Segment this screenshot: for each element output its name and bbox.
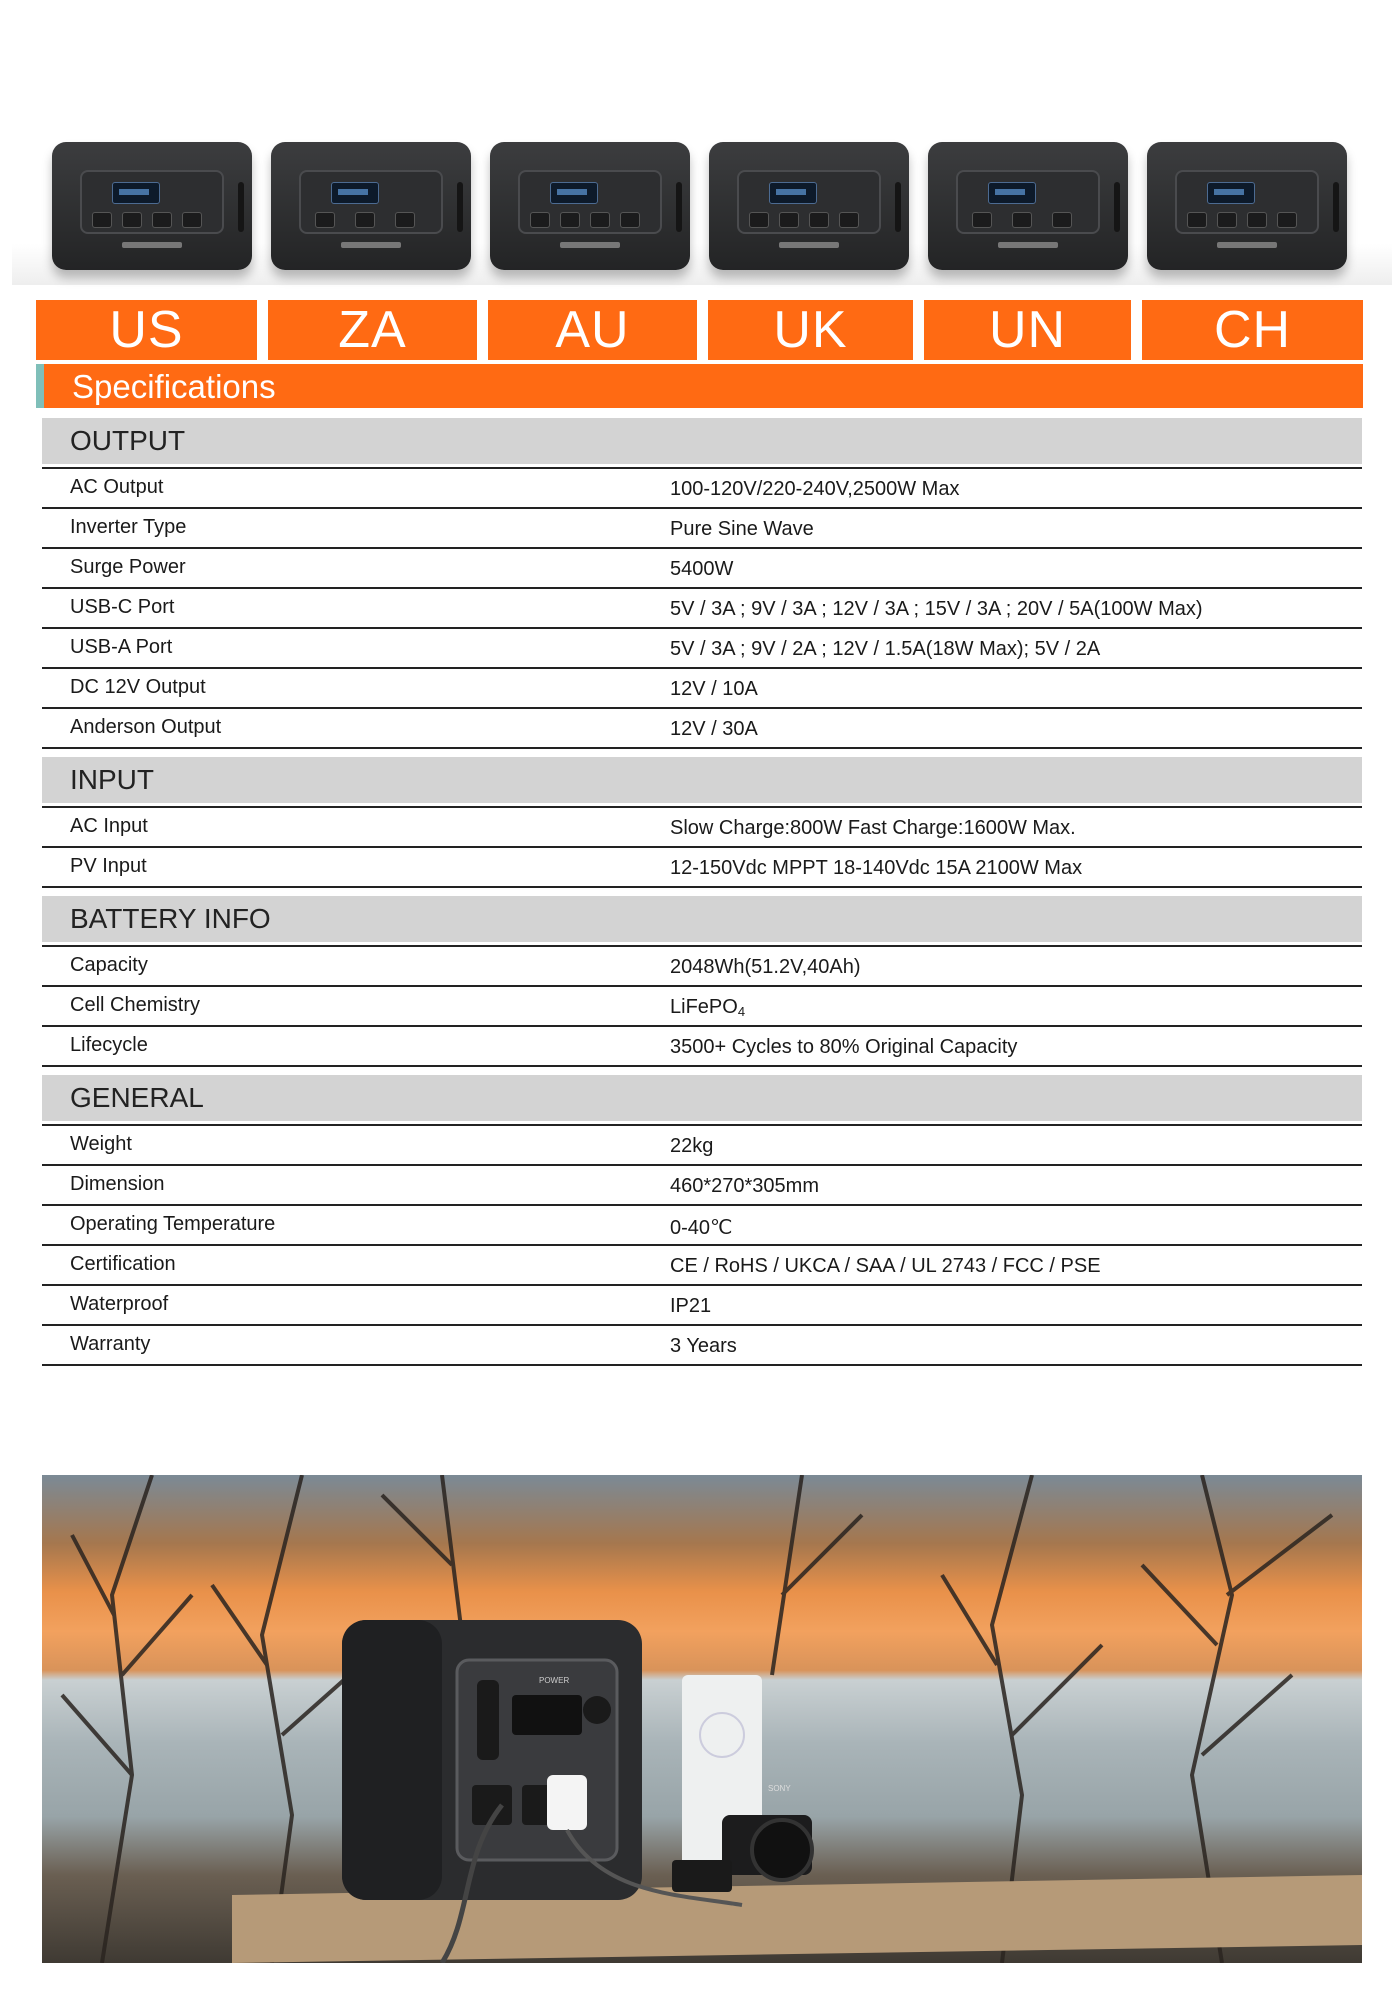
table-row bbox=[42, 467, 1362, 507]
row-label: Lifecycle bbox=[70, 1034, 148, 1056]
row-value: 22kg bbox=[670, 1135, 714, 1157]
section-input-heading: INPUT bbox=[42, 757, 1362, 806]
table-row bbox=[42, 707, 1362, 749]
section-output-rows bbox=[42, 467, 1362, 749]
row-label: Anderson Output bbox=[70, 716, 222, 738]
table-row bbox=[42, 846, 1362, 888]
row-value: 5400W bbox=[670, 558, 734, 580]
row-value: 5V / 3A ; 9V / 2A ; 12V / 1.5A(18W Max); 5V / 2A bbox=[670, 638, 1101, 660]
row-value: 0-40℃ bbox=[670, 1217, 733, 1239]
row-label: Operating Temperature bbox=[70, 1213, 276, 1235]
row-value: 2048Wh(51.2V,40Ah) bbox=[670, 956, 861, 978]
table-row bbox=[42, 1244, 1362, 1284]
row-label: DC 12V Output bbox=[70, 676, 206, 698]
table-row bbox=[42, 667, 1362, 707]
row-label: Dimension bbox=[70, 1173, 165, 1195]
row-label: AC Output bbox=[70, 476, 164, 498]
section-general-heading: GENERAL bbox=[42, 1075, 1362, 1124]
table-row bbox=[42, 547, 1362, 587]
power-station-us-image bbox=[52, 142, 252, 270]
region-tab-au: AU bbox=[488, 300, 697, 360]
table-row bbox=[42, 627, 1362, 667]
row-value: 3500+ Cycles to 80% Original Capacity bbox=[670, 1036, 1018, 1058]
row-value: 460*270*305mm bbox=[670, 1175, 819, 1197]
section-battery-rows bbox=[42, 945, 1362, 1067]
dc-outlet bbox=[583, 1696, 611, 1724]
power-station-ch-image bbox=[1147, 142, 1347, 270]
region-tab-un: UN bbox=[924, 300, 1131, 360]
product-lineup bbox=[12, 120, 1392, 285]
region-tab-za: ZA bbox=[268, 300, 477, 360]
camera-brand-label: SONY bbox=[768, 1784, 791, 1793]
region-tab-ch: CH bbox=[1142, 300, 1363, 360]
power-station-display bbox=[512, 1695, 582, 1735]
row-label: AC Input bbox=[70, 815, 148, 837]
chemistry-subscript: 4 bbox=[737, 1004, 746, 1019]
power-station-side-panel bbox=[342, 1620, 442, 1900]
table-row bbox=[42, 1284, 1362, 1324]
table-row bbox=[42, 587, 1362, 627]
row-label: USB-C Port bbox=[70, 596, 175, 618]
table-row bbox=[42, 945, 1362, 985]
usb-charger bbox=[547, 1775, 587, 1830]
row-value: Pure Sine Wave bbox=[670, 518, 814, 540]
row-label: Certification bbox=[70, 1253, 176, 1275]
row-value-chemistry bbox=[670, 996, 745, 1019]
region-tab-uk: UK bbox=[708, 300, 913, 360]
row-label: Surge Power bbox=[70, 556, 186, 578]
power-station-au-image bbox=[490, 142, 690, 270]
front-panel-label: POWER bbox=[539, 1676, 570, 1685]
spec-table bbox=[42, 418, 1362, 1366]
row-value: 5V / 3A ; 9V / 3A ; 12V / 3A ; 15V / 3A ; 20V / 5A(100W Max) bbox=[670, 598, 1203, 620]
lifestyle-photo bbox=[42, 1475, 1362, 1963]
row-value: CE / RoHS / UKCA / SAA / UL 2743 / FCC / PSE bbox=[670, 1255, 1101, 1277]
section-battery-heading: BATTERY INFO bbox=[42, 896, 1362, 945]
row-label: Cell Chemistry bbox=[70, 994, 201, 1016]
camera-battery-charger bbox=[672, 1860, 732, 1892]
row-label: Capacity bbox=[70, 954, 148, 976]
table-row bbox=[42, 985, 1362, 1025]
power-station-uk-image bbox=[709, 142, 909, 270]
row-value: IP21 bbox=[670, 1295, 712, 1317]
power-station-un-image bbox=[928, 142, 1128, 270]
row-value: 100-120V/220-240V,2500W Max bbox=[670, 478, 960, 500]
row-label: Warranty bbox=[70, 1333, 151, 1355]
power-station-za-image bbox=[271, 142, 471, 270]
row-value: Slow Charge:800W Fast Charge:1600W Max. bbox=[670, 817, 1076, 839]
row-label: Weight bbox=[70, 1133, 132, 1155]
section-input-rows bbox=[42, 806, 1362, 888]
table-row bbox=[42, 1164, 1362, 1204]
table-row bbox=[42, 1025, 1362, 1067]
region-tab-us: US bbox=[36, 300, 257, 360]
row-label: PV Input bbox=[70, 855, 147, 877]
specifications-title: Specifications bbox=[72, 368, 276, 405]
row-value: 12V / 10A bbox=[670, 678, 758, 700]
row-label: USB-A Port bbox=[70, 636, 173, 658]
row-label: Waterproof bbox=[70, 1293, 169, 1315]
row-value: 3 Years bbox=[670, 1335, 737, 1357]
camera-lens bbox=[752, 1820, 812, 1880]
row-value: 12-150Vdc MPPT 18-140Vdc 15A 2100W Max bbox=[670, 857, 1083, 879]
lifestyle-photo-scene bbox=[42, 1475, 1362, 1963]
table-row bbox=[42, 1324, 1362, 1366]
table-row bbox=[42, 507, 1362, 547]
table-row bbox=[42, 1204, 1362, 1244]
section-general-rows bbox=[42, 1124, 1362, 1366]
specifications-header bbox=[36, 364, 1363, 408]
chemistry-formula: LiFePO bbox=[670, 996, 738, 1018]
table-row bbox=[42, 1124, 1362, 1164]
section-output-heading: OUTPUT bbox=[42, 418, 1362, 467]
row-label: Inverter Type bbox=[70, 516, 187, 538]
usb-port-group bbox=[477, 1680, 499, 1760]
table-row bbox=[42, 806, 1362, 846]
row-value: 12V / 30A bbox=[670, 718, 758, 740]
